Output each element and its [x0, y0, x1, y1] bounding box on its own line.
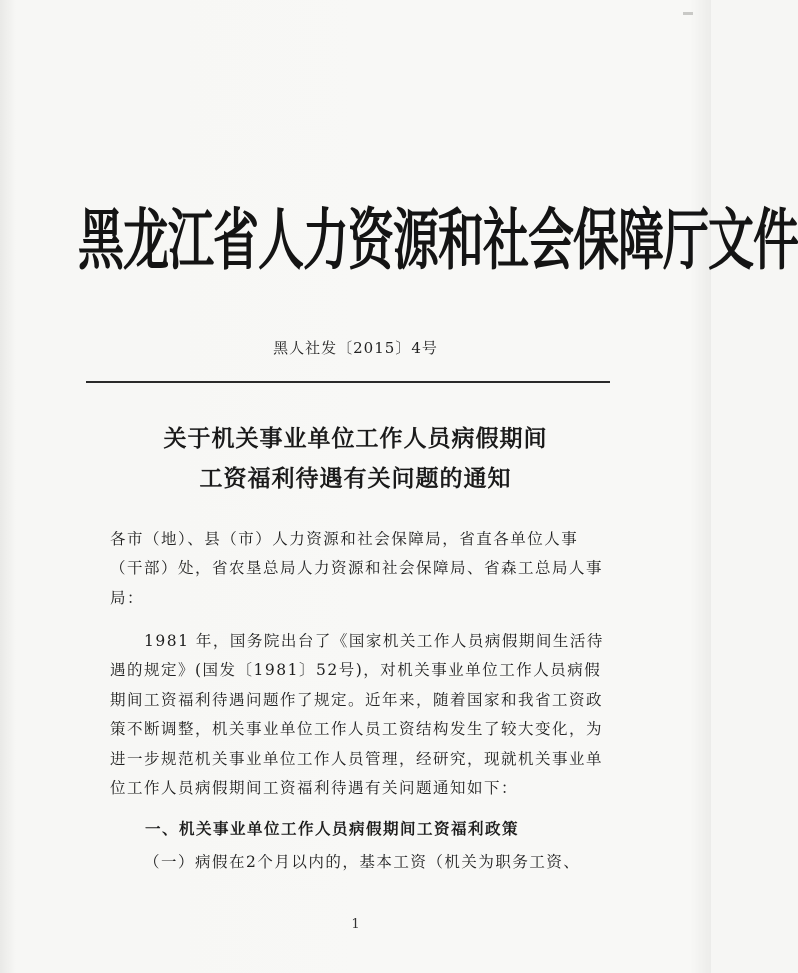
paragraph-item-1: （一）病假在2个月以内的，基本工资（机关为职务工资、: [144, 853, 581, 871]
agency-header: 黑龙江省人力资源和社会保障厅文件: [78, 200, 798, 280]
page-number: 1: [351, 917, 360, 932]
document-number: 黑人社发〔2015〕4号: [273, 339, 438, 357]
paragraph-intro: 1981 年，国务院出台了《国家机关工作人员病假期间生活待遇的规定》(国发〔1981〕52号)，对机关事业单位工作人员病假期间工资福利待遇问题作了规定。近年来，随着国家和我省工资政策不断调整，机关事业单位工作人员工资结构发生了较大变化，为进一步规范机关事业单位工作人员管理，经研究，现就机关事业单位工作人员病假期间工资福利待遇有关问题通知如下：: [110, 632, 604, 798]
title-line-2: 工资福利待遇有关问题的通知: [199, 465, 512, 492]
header-divider: [86, 381, 610, 383]
addressee: 各市（地）、县（市）人力资源和社会保障局，省直各单位人事（干部）处，省农垦总局人力资源和社会保障局、省森工总局人事局：: [110, 530, 604, 607]
title-line-1: 关于机关事业单位工作人员病假期间: [163, 425, 548, 452]
scan-artifact: [683, 12, 693, 15]
section-heading-1: 一、机关事业单位工作人员病假期间工资福利政策: [145, 819, 520, 838]
